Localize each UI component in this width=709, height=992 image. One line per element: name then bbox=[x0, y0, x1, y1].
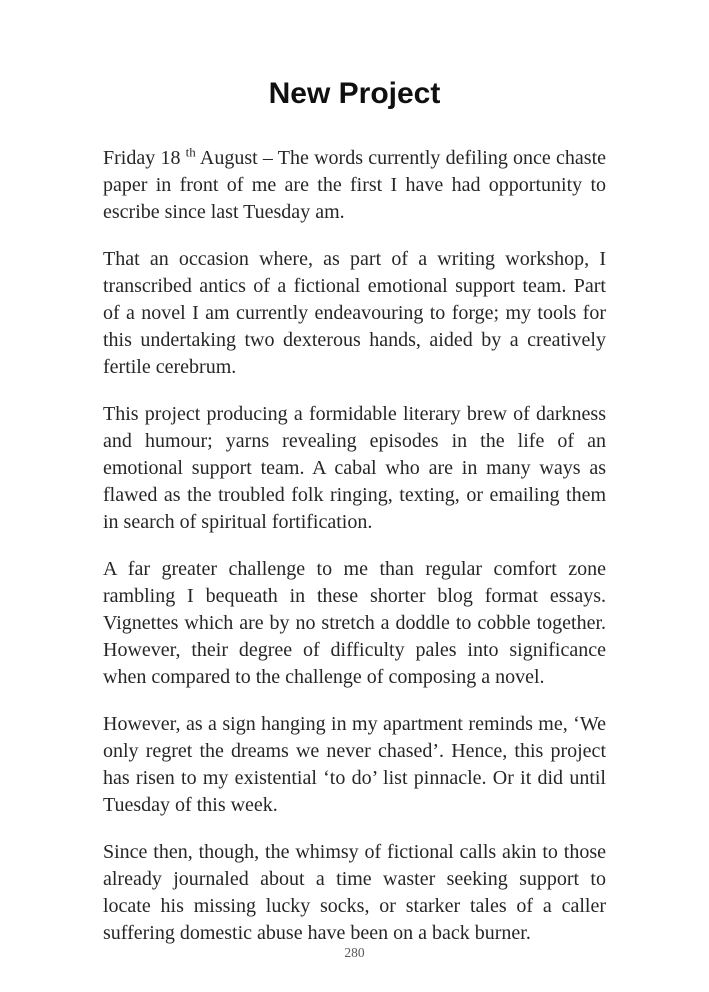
ordinal-superscript: th bbox=[185, 144, 196, 160]
paragraph: Since then, though, the whimsy of fictional calls akin to those already journaled about a time waster seeking support to locate his missing lucky socks, or starker tales of a caller suffering domestic abuse have been on a back burner. bbox=[103, 841, 606, 944]
paragraph: That an occasion where, as part of a writing workshop, I transcribed antics of a fictional emotional support team. Part of a novel I am currently endeavouring to forge; my tools for this undertaking two dexterous hands, aided by a creatively fertile cerebrum. bbox=[103, 248, 606, 378]
date-text-before-ordinal: Friday 18 bbox=[103, 147, 186, 169]
paragraph: A far greater challenge to me than regular comfort zone rambling I bequeath in these shorter blog format essays. Vignettes which are by no stretch a doddle to cobble together. However, their degree of difficulty pales into significance when compared to the challenge of composing a novel. bbox=[103, 558, 606, 688]
paragraph-text: August – The words currently defiling once chaste paper in front of me are the first I have had opportunity to escribe since last Tuesday am. bbox=[103, 147, 607, 223]
paragraph-date-entry bbox=[103, 145, 606, 226]
page-number: 280 bbox=[344, 945, 365, 960]
paragraph: This project producing a formidable literary brew of darkness and humour; yarns revealing episodes in the life of an emotional support team. A cabal who are in many ways as flawed as the troubled folk ringing, texting, or emailing them in search of spiritual fortification. bbox=[103, 403, 606, 533]
paragraph: However, as a sign hanging in my apartment reminds me, ‘We only regret the dreams we never chased’. Hence, this project has risen to my existential ‘to do’ list pinnacle. Or it did until Tuesday of this week. bbox=[103, 713, 606, 816]
page-body bbox=[103, 145, 606, 947]
chapter-title: New Project bbox=[268, 77, 441, 110]
